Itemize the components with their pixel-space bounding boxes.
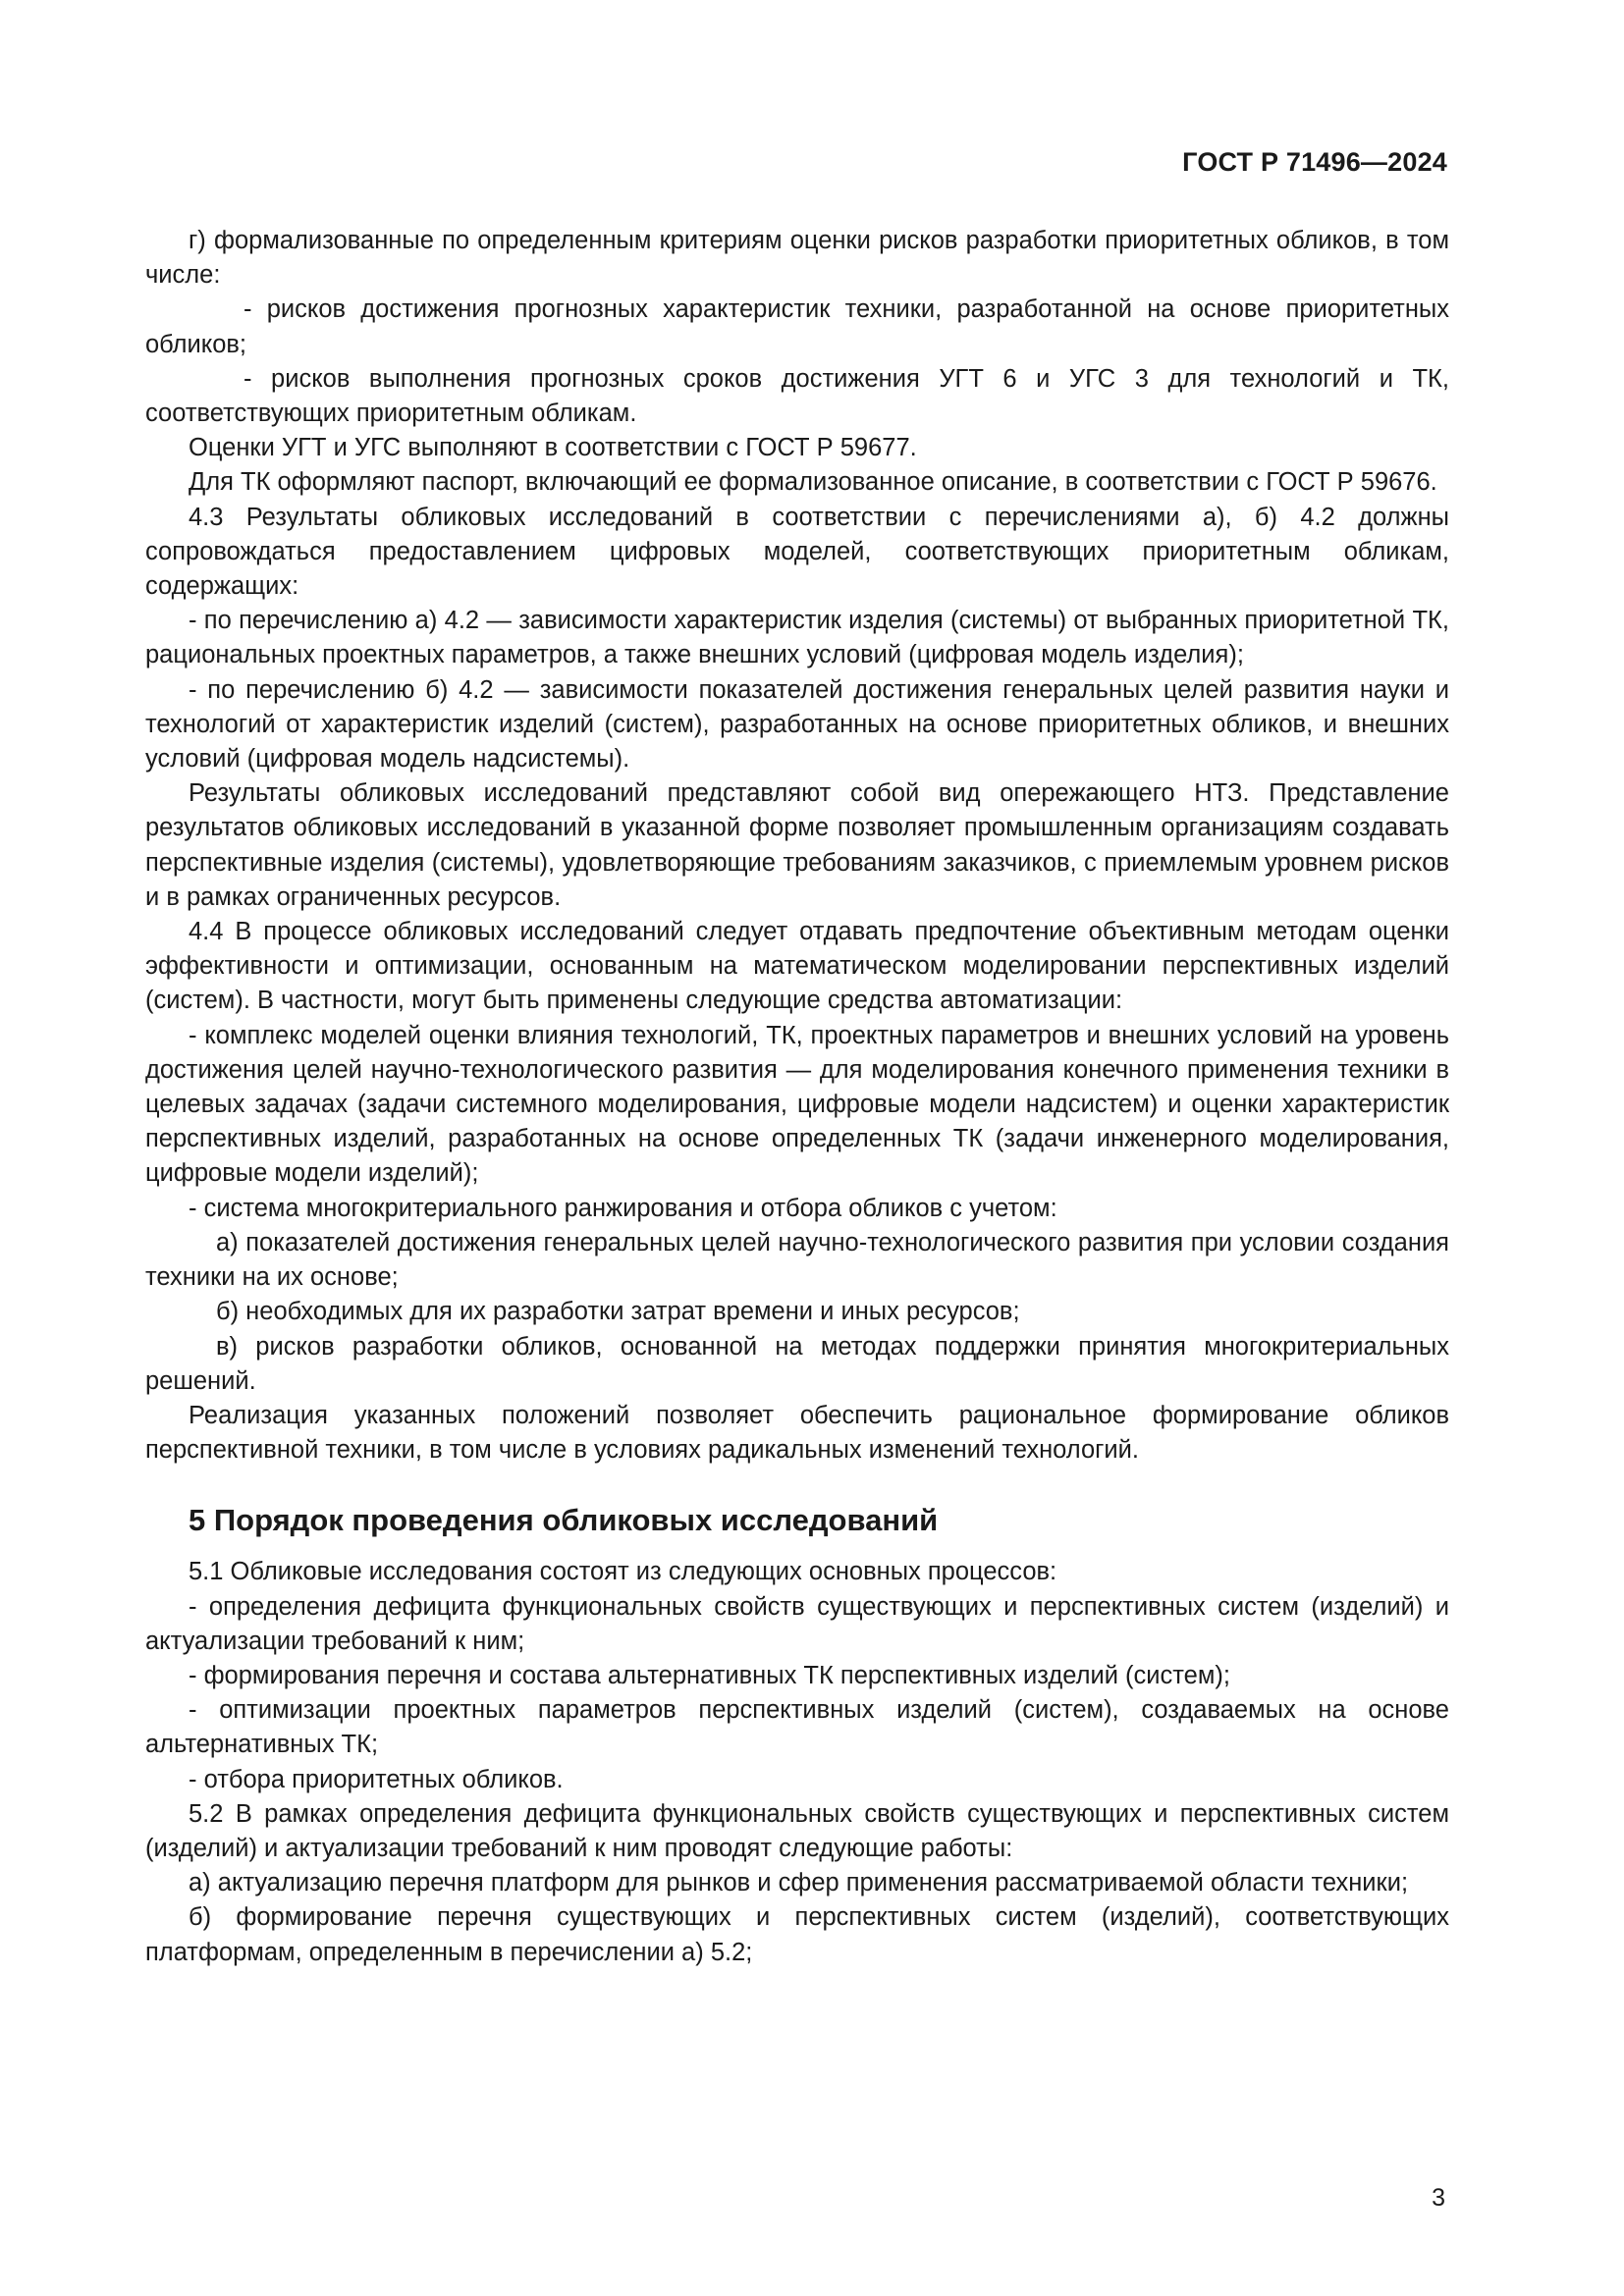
paragraph-tk-passport: Для ТК оформляют паспорт, включающий ее формализованное описание, в соответствии с ГОСТ Р 59676. <box>189 468 1437 497</box>
paragraph-nts-results: Результаты обликовых исследований представляют собой вид опережающего НТЗ. Представление результатов обликовых исследований в указанной форме позволяет промышленным организациям создавать перспективные изделия (системы), удовлетворяющие требованиям заказчиков, с приемлемым уровнем рисков и в рамках ограниченных ресурсов. <box>145 779 1449 911</box>
document-body <box>145 224 1449 1970</box>
list-item-selection: - отбора приоритетных обликов. <box>189 1765 564 1793</box>
paragraph-implementation: Реализация указанных положений позволяет обеспечить рациональное формирование обликов перспективной техники, в том числе в условиях радикальных изменений технологий. <box>145 1401 1449 1465</box>
list-item-deficit: - определения дефицита функциональных свойств существующих и перспективных систем (изделий) и актуализации требований к ним; <box>145 1592 1449 1655</box>
section-5-title: 5 Порядок проведения обликовых исследований <box>189 1503 939 1538</box>
paragraph-risk-estimates: г) формализованные по определенным критериям оценки рисков разработки приоритетных обликов, в том числе: <box>145 227 1449 290</box>
list-item-b-costs: б) необходимых для их разработки затрат времени и иных ресурсов; <box>216 1298 1020 1326</box>
paragraph-ugt-ugs: Оценки УГТ и УГС выполняют в соответствии с ГОСТ Р 59677. <box>189 434 917 462</box>
list-item-optimization: - оптимизации проектных параметров перспективных изделий (систем), создаваемых на основе альтернативных ТК; <box>145 1696 1449 1759</box>
page-number: 3 <box>1432 2184 1445 2212</box>
list-item-supersystem-model: - по перечислению б) 4.2 — зависимости показателей достижения генеральных целей развития науки и технологий от характеристик изделий (систем), разработанных на основе приоритетных обликов, и внешних условий (цифровая модель надсистемы). <box>145 675 1449 774</box>
list-item-product-model: - по перечислению а) 4.2 — зависимости характеристик изделия (системы) от выбранных приоритетной ТК, рациональных проектных параметров, а также внешних условий (цифровая модель изделия); <box>145 607 1449 669</box>
list-item-systems-list: б) формирование перечня существующих и перспективных систем (изделий), соответствующих платформам, определенным в перечислении а) 5.2; <box>145 1903 1449 1966</box>
list-item-a-indicators: а) показателей достижения генеральных целей научно-технологического развития при условии создания техники на их основе; <box>145 1228 1449 1292</box>
clause-4-4: 4.4 В процессе обликовых исследований следует отдавать предпочтение объективным методам оценки эффективности и оптимизации, основанным на математическом моделировании перспективных изделий (систем). В частности, могут быть применены следующие средства автоматизации: <box>145 918 1449 1015</box>
list-item-tk-list: - формирования перечня и состава альтернативных ТК перспективных изделий (систем); <box>189 1661 1230 1689</box>
list-item-timeline-risk: - рисков выполнения прогнозных сроков достижения УГТ 6 и УГС 3 для технологий и ТК, соответствующих приоритетным обликам. <box>145 364 1449 428</box>
list-item-ranking-system: - система многокритериального ранжирования и отбора обликов с учетом: <box>189 1194 1057 1222</box>
clause-5-2: 5.2 В рамках определения дефицита функциональных свойств существующих и перспективных систем (изделий) и актуализации требований к ним проводят следующие работы: <box>145 1799 1449 1862</box>
list-item-platforms: а) актуализацию перечня платформ для рынков и сфер применения рассматриваемой области техники; <box>189 1869 1409 1897</box>
list-item-characteristics-risk: - рисков достижения прогнозных характеристик техники, разработанной на основе приоритетных обликов; <box>145 295 1449 358</box>
list-item-model-complex: - комплекс моделей оценки влияния технологий, ТК, проектных параметров и внешних условий на уровень достижения целей научно-технологического развития — для моделирования конечного применения техники в целевых задачах (задачи системного моделирования, цифровые модели надсистем) и оценки характеристик перспективных изделий, разработанных на основе определенных ТК (задачи инженерного моделирования, цифровые модели изделий); <box>145 1021 1449 1188</box>
clause-4-3: 4.3 Результаты обликовых исследований в соответствии с перечислениями а), б) 4.2 должны сопровождаться предоставлением цифровых моделей, соответствующих приоритетным обликам, содержащих: <box>145 503 1449 601</box>
document-number-header: ГОСТ Р 71496—2024 <box>1182 147 1447 177</box>
clause-5-1: 5.1 Обликовые исследования состоят из следующих основных процессов: <box>189 1558 1057 1586</box>
list-item-c-risks: в) рисков разработки обликов, основанной на методах поддержки принятия многокритериальных решений. <box>145 1332 1449 1395</box>
